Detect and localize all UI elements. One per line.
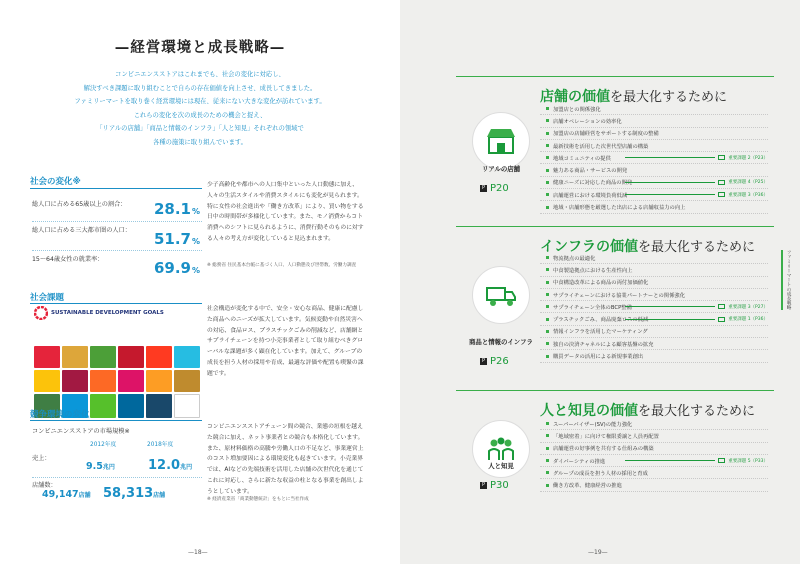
list-item (540, 443, 768, 455)
measures-list (540, 252, 768, 363)
leader-line (625, 182, 715, 183)
footnote: ※ 経済産業省「商業動態統計」をもとに当社作成 (207, 497, 309, 502)
list-item (540, 455, 768, 467)
item-text: 情報インフラを活用したマーケティング (553, 329, 648, 336)
sdg-tile (118, 346, 144, 368)
item-text: 加盟店との関係強化 (553, 106, 601, 113)
section-heading: 人と知見の価値を最大化するために (540, 403, 756, 419)
bullet-icon (546, 268, 549, 271)
bullet-icon (546, 193, 549, 196)
year-2012: 2012年度 (90, 442, 117, 448)
leader-line (625, 306, 715, 307)
market-size-label: コンビニエンスストアの市場規模※ (32, 428, 130, 435)
tag-text: 重要課題 1（P36） (728, 317, 768, 323)
list-item (540, 164, 768, 176)
section-name: 人と知見 (488, 462, 514, 470)
bullet-icon (546, 305, 549, 308)
intro-line: コンビニエンスストアはこれまでも、社会の変化に対応し、 (115, 71, 285, 78)
sdg-tile (174, 346, 200, 368)
social-change-text: 少子高齢化や都市への人口集中といった人口動態に加え、人々の生活スタイルや消費スタイルにも変化が見られます。特に女性の社会進出や「働き方改革」により、買い物をする日中の時間帯が多様化しています。また、モノ消費からコト消費へのシフトに見られるように、消費行動そのものに対する人々の考え方が変化していると見込まれます。 (207, 182, 364, 242)
list-item (540, 418, 768, 430)
section-divider (30, 420, 202, 421)
sdg-tile (34, 346, 60, 368)
material-issue-tag[interactable] (625, 316, 768, 322)
intro-text (40, 68, 360, 149)
sales-2018: 12.0兆円 (148, 458, 193, 473)
side-tab (781, 250, 783, 310)
bullet-icon (546, 206, 549, 209)
issue-icon (718, 304, 725, 309)
measures-list (540, 418, 768, 492)
item-text: 魅力ある商品・サービスの開発 (553, 168, 628, 175)
bullet-icon (546, 256, 549, 259)
sdg-tile (174, 370, 200, 392)
stat-label: 総人口に占める65歳以上の割合： (32, 201, 127, 208)
stat-value: 69.9% (153, 259, 200, 277)
item-text: 「地域密着」に向けて権限委譲と人員再配置 (553, 433, 659, 440)
material-issue-tag[interactable] (625, 304, 768, 310)
list-item (540, 115, 768, 127)
list-item (540, 128, 768, 140)
item-text: ダイバーシティの推進 (553, 458, 606, 465)
sdg-tile (146, 370, 172, 392)
intro-line: これらの変化を次の成長のための機会と捉え、 (133, 111, 267, 119)
item-text: 加盟店の店舗経営をサポートする制度の整備 (553, 131, 659, 138)
item-text: 最新技術を活用した次世代型店舗の構築 (553, 143, 649, 150)
list-item (540, 430, 768, 442)
section-name: リアルの店舗 (481, 165, 521, 173)
sdgs-wheel-icon (34, 306, 48, 320)
bullet-icon (546, 318, 549, 321)
list-item (540, 467, 768, 479)
stat-value: 28.1% (153, 200, 200, 218)
item-text: 地域・店舗形態を厳選した出店による店舗収益力の向上 (553, 205, 686, 212)
leader-line (625, 460, 715, 461)
leader-line (625, 157, 715, 158)
competition-text: コンビニエンスストアチェーン間の競合、業態の垣根を越えた競合に加え、ネット事業者との競合も本格化しています。また、原材料価格の高騰や労働人口の不足など、事業運営上のコスト増加要因による環境変化も起きています。小売業界では、AIなどの先端技術を活用した店舗の次世代化を通じてこれに対応し、さらに新たな収益の柱となる事業を創出しようとしています。 (207, 424, 364, 495)
stat-label: 15～64歳女性の就業率： (32, 256, 104, 263)
social-issues-text: 社会構造が変化する中で、安全・安心な商品、健康に配慮した商品へのニーズが拡大しています。気候変動や自然災害への対応、食品ロス、プラスチックごみの削減など、店舗網とサプライチェーンを持つ小売事業者として取り組むべきグローバルな課題が多く顕在化しています。加えて、グループの成長を担う人材の採用や育成、最適な評価や配置も喫緊の課題です。 (207, 306, 364, 377)
list-item (540, 103, 768, 115)
page-number: —18— (188, 549, 208, 556)
intro-line: ファミリーマートを取り巻く経営環境には現在、従来にない大きな変化が訪れています。 (74, 98, 326, 105)
tag-text: 重要課題 2（P23） (728, 155, 768, 161)
stat-label: 総人口に占める三大都市圏の人口： (32, 227, 131, 234)
section-divider (30, 188, 202, 189)
item-text: 店舗運営の好事例を共有する仕組みの構築 (553, 446, 654, 453)
bullet-icon (546, 169, 549, 172)
page-link[interactable]: P P26 (481, 356, 509, 367)
material-issue-tag[interactable] (625, 458, 768, 464)
page-link[interactable]: P P30 (481, 480, 509, 491)
intro-line: 「リアルの店舗」「商品と情報のインフラ」「人と知見」それぞれの領域で (96, 125, 304, 132)
leader-line (625, 194, 715, 195)
bullet-icon (546, 422, 549, 425)
tag-text: 重要課題 4（P25） (728, 180, 768, 186)
sdg-tile (62, 346, 88, 368)
list-item (540, 350, 768, 362)
bullet-icon (546, 434, 549, 437)
item-text: 中食構造改革による商品の両付加価値化 (553, 280, 649, 287)
list-item (540, 152, 768, 164)
section-heading: インフラの価値を最大化するために (540, 239, 756, 255)
footnote: ※ 総務省 住民基本台帳に基づく人口、人口動態及び世帯数、労働力調査 (207, 263, 357, 268)
sdg-tile (118, 394, 144, 418)
material-issue-tag[interactable] (625, 192, 768, 198)
stores-label: 店舗数： (32, 482, 57, 489)
issue-icon (718, 180, 725, 185)
bullet-icon (546, 293, 549, 296)
stat-value: 51.7% (153, 230, 200, 248)
intro-line: 解決すべき課題に取り組むことで自らの存在価値を向上させ、成長してきました。 (83, 84, 317, 92)
section-divider (456, 390, 774, 391)
sdgs-logo: SUSTAINABLE DEVELOPMENT GOALS (34, 304, 200, 322)
list-item (540, 201, 768, 213)
dotted-divider (32, 221, 202, 222)
dotted-divider (32, 250, 202, 251)
sales-label: 売上： (32, 455, 51, 462)
list-item (540, 338, 768, 350)
truck-icon (472, 266, 530, 324)
intro-line: 各種の施策に取り組んでいます。 (153, 138, 247, 146)
item-text: スーパーバイザー(SV)の能力強化 (553, 421, 633, 428)
list-item (540, 326, 768, 338)
material-issue-tag[interactable] (625, 155, 768, 161)
item-text: 店舗運営における環境負荷低減 (553, 192, 628, 199)
page-title: —経営環境と成長戦略— (114, 40, 286, 56)
sdg-tile (146, 346, 172, 368)
sdg-tile (118, 370, 144, 392)
sdg-tile (90, 346, 116, 368)
bullet-icon (546, 342, 549, 345)
side-label: ファミリーマートの成長戦略 (786, 250, 791, 310)
item-text: サプライチェーン全体のBCP整備 (553, 304, 632, 311)
social-change-heading: 社会の変化※ (30, 177, 81, 187)
list-item (540, 289, 768, 301)
item-text: サプライチェーンにおける協業パートナーとの関係強化 (553, 292, 685, 299)
bullet-icon (546, 107, 549, 110)
bullet-icon (546, 447, 549, 450)
section-heading: 店舗の価値を最大化するために (540, 89, 728, 105)
material-issue-tag[interactable] (625, 179, 768, 185)
list-item (540, 479, 768, 491)
item-text: 地域コミュニティの提供 (553, 155, 611, 162)
item-text: 中食製造拠点における生産性向上 (553, 267, 633, 274)
bullet-icon (546, 132, 549, 135)
bullet-icon (546, 156, 549, 159)
year-2018: 2018年度 (147, 442, 174, 448)
sdg-tile (90, 370, 116, 392)
item-text: プラスチックごみ、商品廃棄ロスの低減 (553, 317, 649, 324)
item-text: 店舗オペレーションの効率化 (553, 118, 622, 125)
list-item (540, 177, 768, 189)
issue-icon (718, 155, 725, 160)
competition-heading: 競争環境の変化 (30, 410, 90, 420)
sales-2012: 9.5兆円 (86, 461, 115, 472)
bullet-icon (546, 281, 549, 284)
bullet-icon (546, 484, 549, 487)
sdg-tile (62, 370, 88, 392)
item-text: 購買データの活用による新規事業創出 (553, 354, 644, 361)
issue-icon (718, 192, 725, 197)
bullet-icon (546, 355, 549, 358)
measures-list (540, 103, 768, 214)
page-link[interactable]: P P20 (481, 183, 509, 194)
list-item (540, 277, 768, 289)
list-item (540, 252, 768, 264)
list-item (540, 264, 768, 276)
item-text: 独自の決済チャネルによる顧客基盤の拡充 (553, 341, 654, 348)
list-item (540, 189, 768, 201)
bullet-icon (546, 144, 549, 147)
sdg-tile (34, 370, 60, 392)
section-divider (456, 226, 774, 227)
item-text: グループの成長を担う人材の採用と育成 (553, 470, 648, 477)
section-divider (456, 76, 774, 77)
tag-text: 重要課題 3（P36） (728, 192, 768, 198)
sdg-tile (174, 394, 200, 418)
sdgs-graphic (32, 302, 202, 420)
sdg-tile (146, 394, 172, 418)
tag-text: 重要課題 5（P33） (728, 458, 768, 464)
item-text: 健康ニーズに対応した商品の開発 (553, 180, 633, 187)
item-text: 物流拠点の最適化 (553, 255, 596, 262)
page-number: —19— (588, 549, 608, 556)
sdg-tile (90, 394, 116, 418)
section-name: 商品と情報のインフラ (469, 338, 533, 346)
bullet-icon (546, 181, 549, 184)
tag-text: 重要課題 3（P27） (728, 304, 768, 310)
item-text: 働き方改革、健康経営の推進 (553, 483, 622, 490)
leader-line (625, 319, 715, 320)
stores-2012: 49,147店舗 (42, 489, 91, 500)
list-item (540, 140, 768, 152)
bullet-icon (546, 330, 549, 333)
bullet-icon (546, 459, 549, 462)
store-icon (472, 112, 530, 170)
issue-icon (718, 317, 725, 322)
dotted-divider (32, 477, 202, 478)
stores-2018: 58,313店舗 (103, 486, 166, 501)
list-item (540, 301, 768, 313)
bullet-icon (546, 471, 549, 474)
social-issues-heading: 社会課題 (30, 293, 65, 303)
issue-icon (718, 458, 725, 463)
bullet-icon (546, 119, 549, 122)
list-item (540, 313, 768, 325)
